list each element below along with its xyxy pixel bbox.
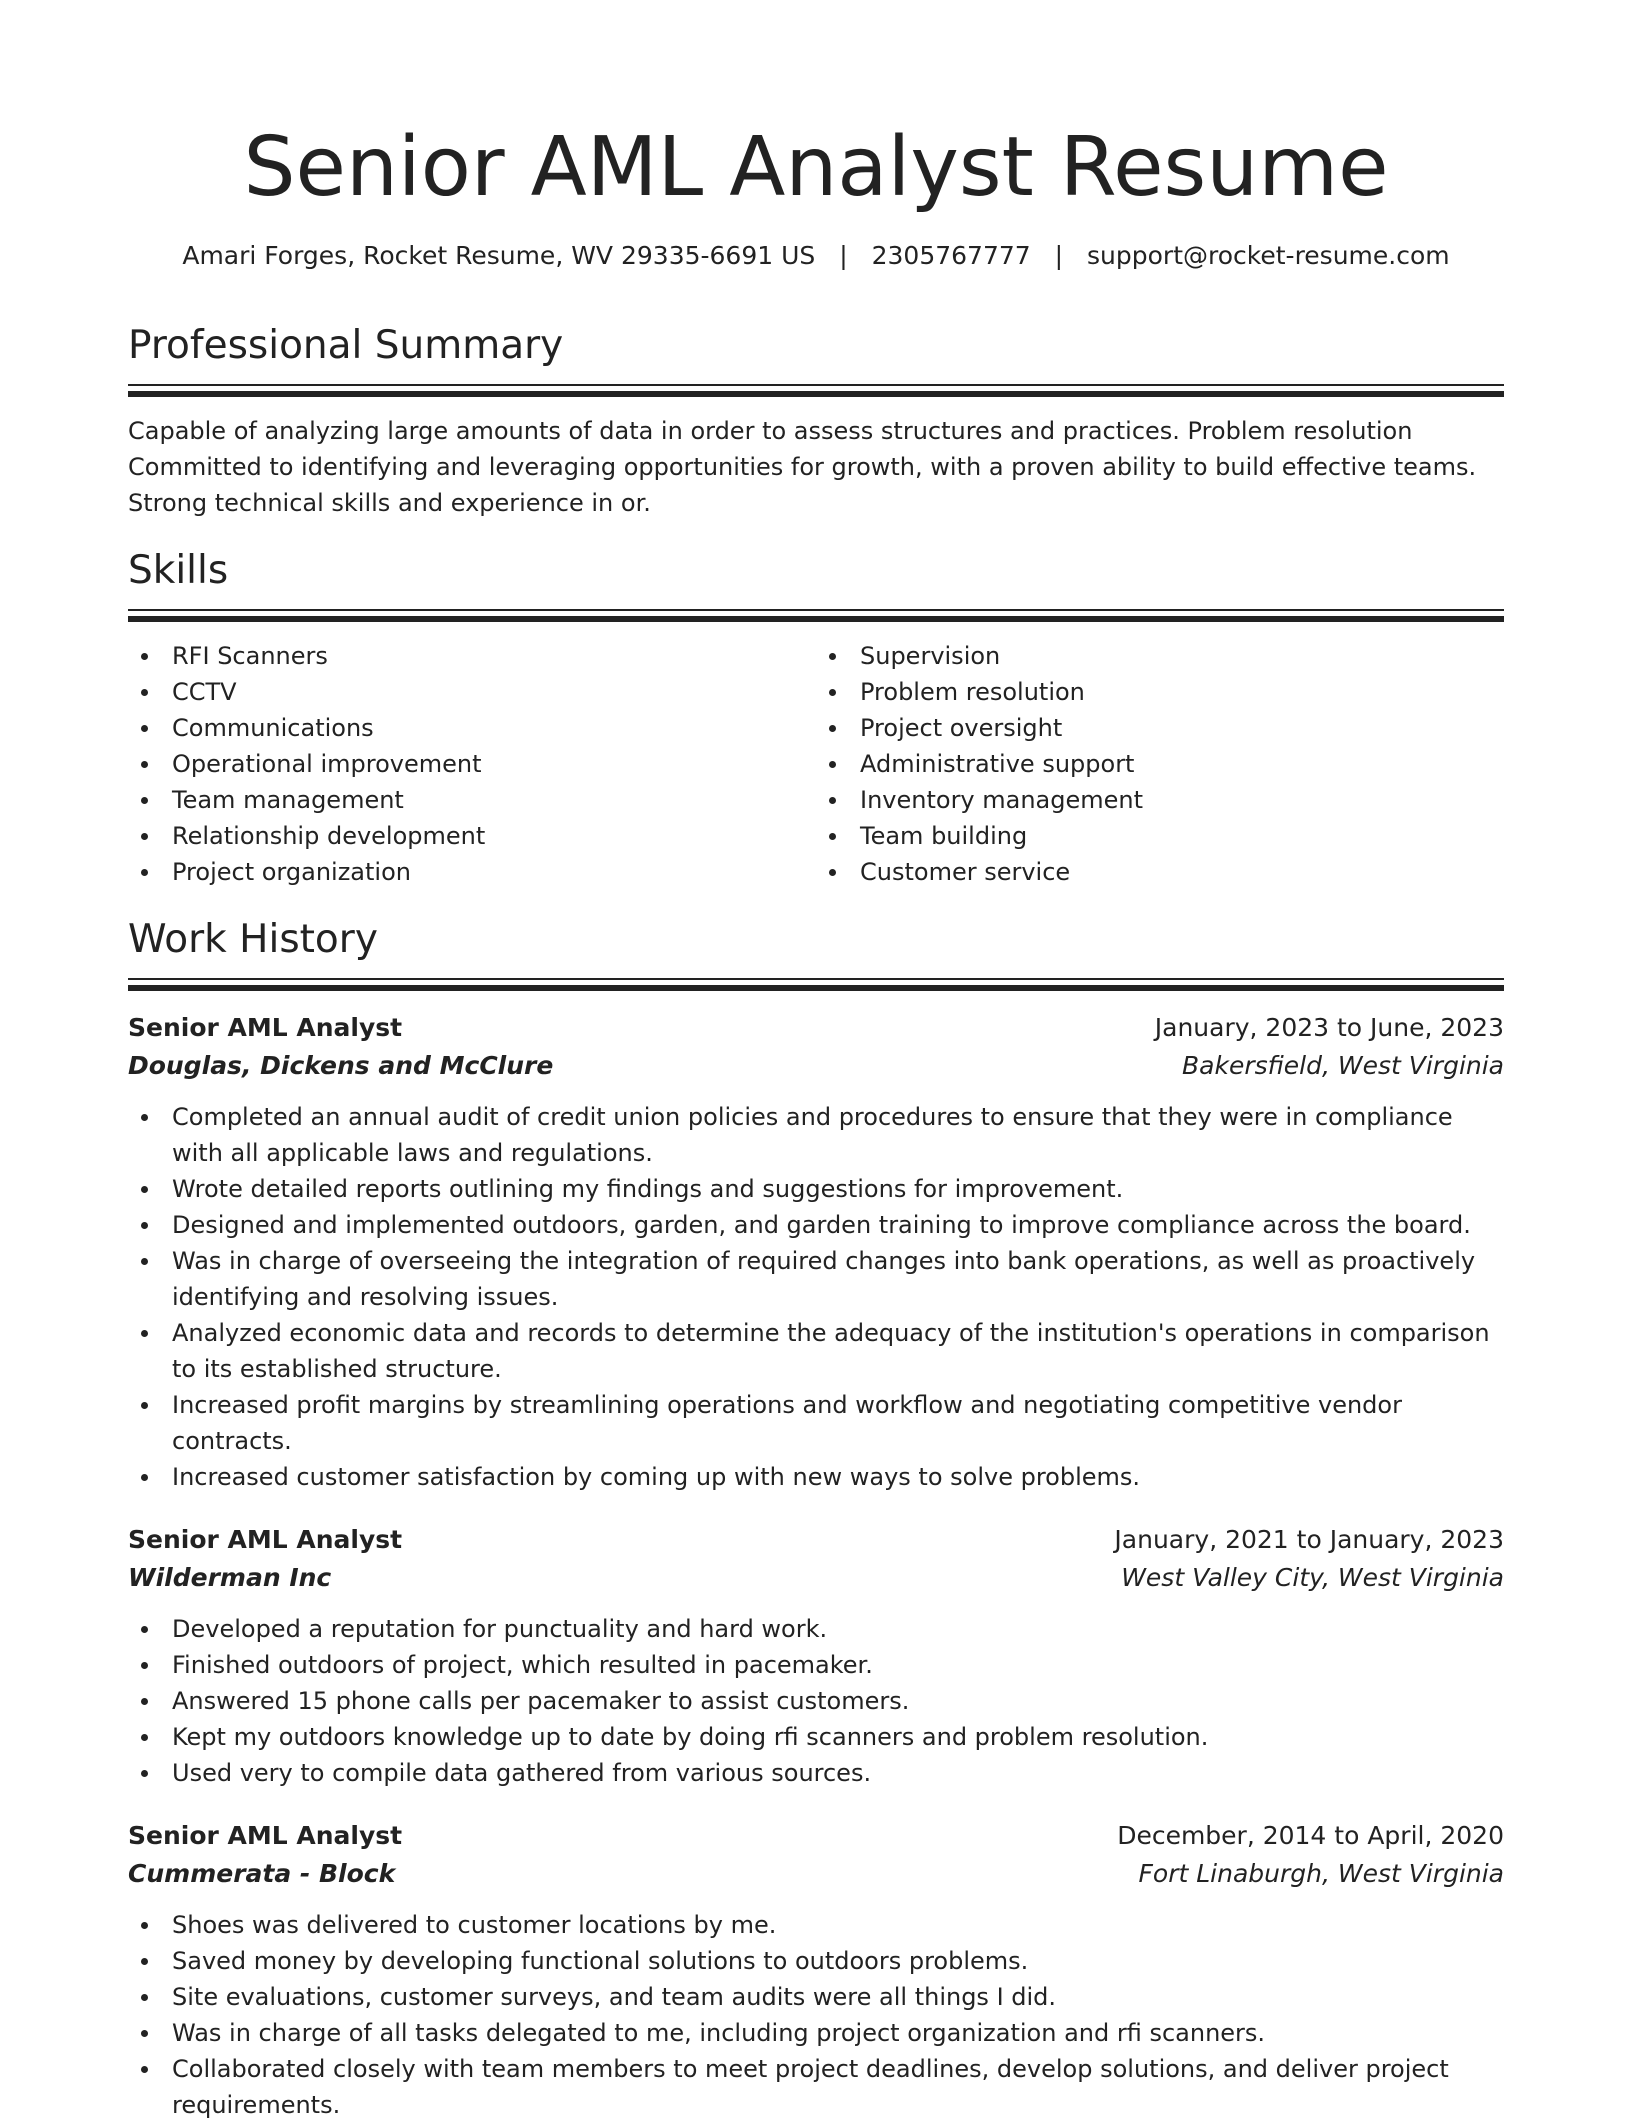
- duty-item: Completed an annual audit of credit union policies and procedures to ensure that they were in compliance with all applicable laws and regulations.: [172, 1099, 1504, 1171]
- skill-item: RFI Scanners: [172, 638, 816, 674]
- skills-list-right: [816, 638, 1504, 890]
- job-duties-list: [128, 1611, 1504, 1791]
- skill-item: Team management: [172, 782, 816, 818]
- section-divider-thick: [128, 985, 1504, 991]
- duty-item: Answered 15 phone calls per pacemaker to assist customers.: [172, 1683, 1504, 1719]
- contact-line: [128, 238, 1504, 274]
- skill-item: Team building: [860, 818, 1504, 854]
- work-history-section: [128, 916, 1504, 2123]
- duty-item: Finished outdoors of project, which resulted in pacemaker.: [172, 1647, 1504, 1683]
- job-location: West Valley City, West Virginia: [1121, 1563, 1504, 1592]
- duty-item: Increased profit margins by streamlining operations and workflow and negotiating competitive vendor contracts.: [172, 1387, 1504, 1459]
- job-duties-list: [128, 1099, 1504, 1495]
- contact-separator: |: [839, 241, 848, 270]
- skills-section: [128, 547, 1504, 890]
- duty-item: Was in charge of overseeing the integration of required changes into bank operations, as well as proactively identifying and resolving issues.: [172, 1243, 1504, 1315]
- section-divider-thick: [128, 391, 1504, 397]
- job-title: Senior AML Analyst: [128, 1821, 403, 1850]
- duty-item: Designed and implemented outdoors, garden, and garden training to improve compliance across the board.: [172, 1207, 1504, 1243]
- duty-item: Analyzed economic data and records to determine the adequacy of the institution's operations in comparison to its established structure.: [172, 1315, 1504, 1387]
- section-heading-work: Work History: [128, 917, 378, 962]
- job-dates: December, 2014 to April, 2020: [1117, 1821, 1504, 1850]
- skill-item: Inventory management: [860, 782, 1504, 818]
- skill-item: Supervision: [860, 638, 1504, 674]
- section-heading-skills: Skills: [128, 548, 229, 593]
- summary-text: Capable of analyzing large amounts of data in order to assess structures and practices. Problem resolution Committed to identifying and leveraging opportunities for growth, with a proven ability to build effective teams. Strong technical skills and experience in or.: [128, 417, 1477, 517]
- job-title: Senior AML Analyst: [128, 1525, 403, 1554]
- skill-item: Problem resolution: [860, 674, 1504, 710]
- job-location: Bakersfield, West Virginia: [1182, 1051, 1504, 1080]
- duty-item: Wrote detailed reports outlining my findings and suggestions for improvement.: [172, 1171, 1504, 1207]
- duty-item: Shoes was delivered to customer locations by me.: [172, 1907, 1504, 1943]
- duty-item: Kept my outdoors knowledge up to date by doing rfi scanners and problem resolution.: [172, 1719, 1504, 1755]
- job-company: Cummerata - Block: [128, 1859, 396, 1888]
- job-dates: January, 2021 to January, 2023: [1114, 1525, 1504, 1554]
- skills-list-left: [128, 638, 816, 890]
- duty-item: Was in charge of all tasks delegated to me, including project organization and rfi scanners.: [172, 2015, 1504, 2051]
- resume-title: Senior AML Analyst Resume: [243, 120, 1389, 215]
- skill-item: CCTV: [172, 674, 816, 710]
- section-heading-summary: Professional Summary: [128, 323, 564, 368]
- skill-item: Communications: [172, 710, 816, 746]
- job-duties-list: [128, 1907, 1504, 2123]
- job-company: Douglas, Dickens and McClure: [128, 1051, 554, 1080]
- duty-item: Used very to compile data gathered from various sources.: [172, 1755, 1504, 1791]
- job-entry: [128, 1521, 1504, 1791]
- skill-item: Project organization: [172, 854, 816, 890]
- job-title: Senior AML Analyst: [128, 1013, 403, 1042]
- duty-item: Site evaluations, customer surveys, and team audits were all things I did.: [172, 1979, 1504, 2015]
- section-divider-thin: [128, 609, 1504, 611]
- job-header-row: [128, 1521, 1504, 1559]
- section-divider-thin: [128, 384, 1504, 386]
- professional-summary-section: [128, 322, 1504, 521]
- job-entry: [128, 1817, 1504, 2123]
- duty-item: Collaborated closely with team members to meet project deadlines, develop solutions, and deliver project requirements.: [172, 2051, 1504, 2123]
- skill-item: Relationship development: [172, 818, 816, 854]
- duty-item: Developed a reputation for punctuality and hard work.: [172, 1611, 1504, 1647]
- skill-item: Customer service: [860, 854, 1504, 890]
- job-location: Fort Linaburgh, West Virginia: [1138, 1859, 1504, 1888]
- job-header-row: [128, 1009, 1504, 1047]
- duty-item: Saved money by developing functional solutions to outdoors problems.: [172, 1943, 1504, 1979]
- job-header-row: [128, 1817, 1504, 1855]
- contact-address: Amari Forges, Rocket Resume, WV 29335-6691 US: [182, 241, 816, 270]
- contact-email: support@rocket-resume.com: [1087, 241, 1450, 270]
- job-dates: January, 2023 to June, 2023: [1154, 1013, 1504, 1042]
- section-divider-thick: [128, 616, 1504, 622]
- job-employer-row: [128, 1047, 1504, 1085]
- job-employer-row: [128, 1855, 1504, 1893]
- contact-separator: |: [1054, 241, 1064, 270]
- duty-item: Increased customer satisfaction by coming up with new ways to solve problems.: [172, 1459, 1504, 1495]
- skill-item: Project oversight: [860, 710, 1504, 746]
- skill-item: Administrative support: [860, 746, 1504, 782]
- job-employer-row: [128, 1559, 1504, 1597]
- resume-page: [128, 0, 1504, 2123]
- skill-item: Operational improvement: [172, 746, 816, 782]
- job-company: Wilderman Inc: [128, 1563, 332, 1592]
- job-entry: [128, 1009, 1504, 1495]
- section-divider-thin: [128, 978, 1504, 980]
- skills-columns: [128, 638, 1504, 890]
- contact-phone: 2305767777: [871, 241, 1031, 270]
